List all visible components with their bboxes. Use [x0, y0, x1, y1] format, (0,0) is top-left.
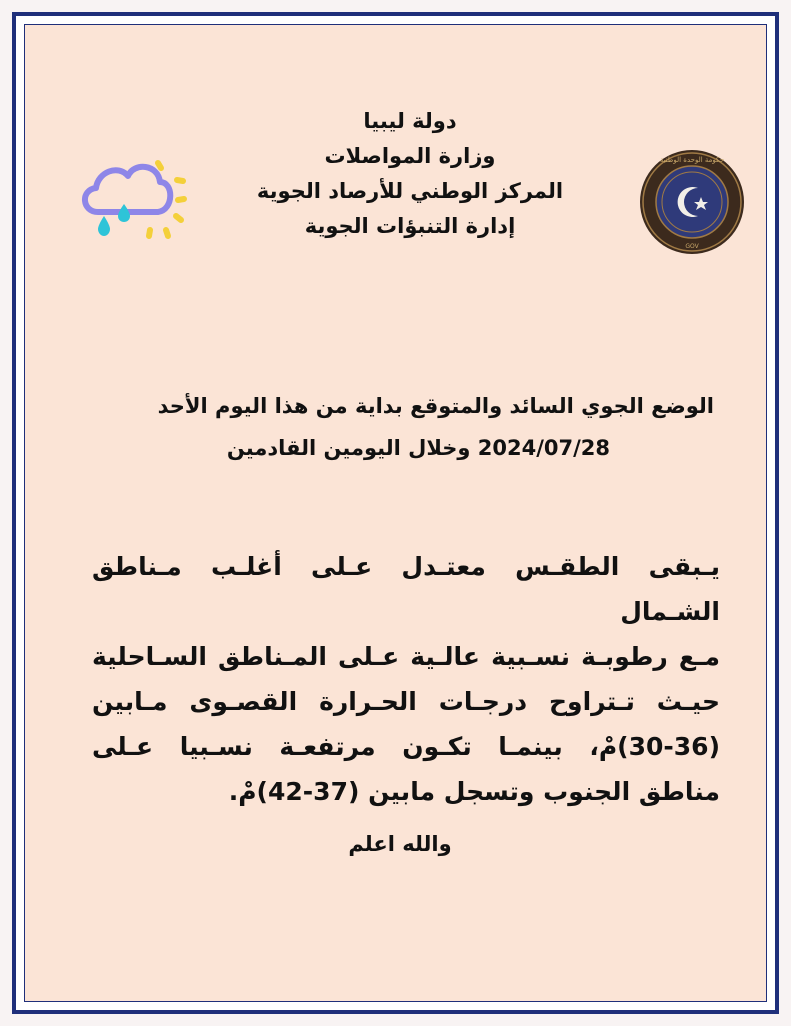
forecast-title [60, 385, 714, 469]
closing-phrase: والله اعلم [348, 832, 452, 856]
emblem-inner-disc [656, 166, 728, 238]
forecast-body-line: مناطق الجنوب وتسجل مابين (37-42)مْ. [228, 777, 720, 806]
forecast-body-line: يـبقى الطقـس معتـدل عـلى أغلـب مـناطق الشـمال [92, 552, 720, 626]
forecast-title-line1: الوضع الجوي السائد والمتوقع بداية من هذا اليوم الأحد [157, 394, 714, 418]
forecast-title-line2: 2024/07/28 وخلال اليومين القادمين [226, 436, 610, 460]
emblem-ring-text: حكومة الوحدة الوطنية [659, 156, 725, 164]
government-emblem-icon [638, 148, 746, 256]
header-center: المركز الوطني للأرصاد الجوية [256, 179, 564, 203]
header-department: إدارة التنبؤات الجوية [304, 214, 516, 238]
forecast-body [92, 544, 720, 814]
forecast-body-line: حيـث تـتراوح درجـات الحـرارة القصـوى مـابين [92, 687, 720, 716]
forecast-body-line: (30-36)مْ، بينمـا تكـون مرتفعـة نسـبيا عـلى [92, 732, 720, 761]
header-country: دولة ليبيا [363, 109, 457, 133]
raindrop-icon [118, 204, 130, 222]
forecast-body-line: مـع رطوبـة نسـبية عالـية عـلى المـناطق السـاحلية [92, 642, 720, 671]
header-block [250, 104, 570, 244]
raindrop-icon [98, 216, 110, 236]
header-ministry: وزارة المواصلات [324, 144, 496, 168]
cloud-icon [85, 167, 170, 212]
cloud-rain-sun-icon [74, 152, 196, 244]
emblem-ring-text-en: GOV [685, 243, 699, 250]
